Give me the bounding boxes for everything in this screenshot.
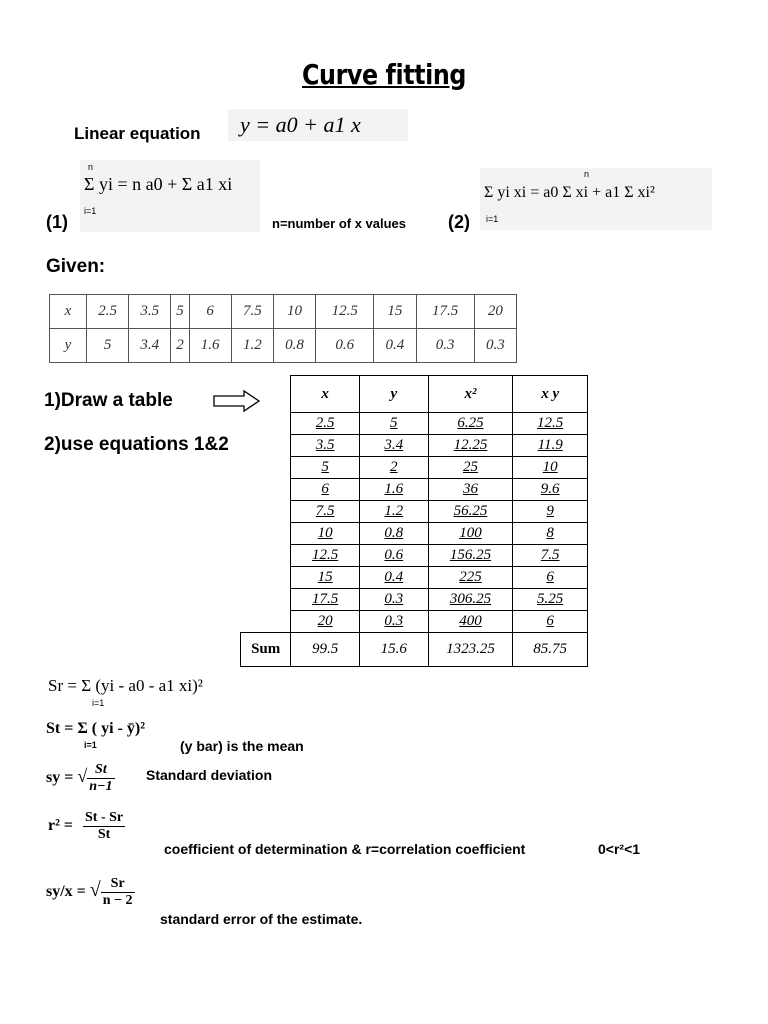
eq2-sum-top: n [584, 169, 590, 179]
sy-numerator: St [87, 762, 114, 779]
st-note: (y bar) is the mean [180, 738, 304, 754]
equation-1-expr: Σ yi = n a0 + Σ a1 xi [84, 174, 233, 194]
calc-cell: 36 [428, 479, 513, 501]
r2-numerator: St - Sr [85, 810, 124, 825]
calc-cell: 2.5 [291, 413, 360, 435]
calc-cell: 400 [428, 611, 513, 633]
sum-row [241, 633, 588, 667]
given-x-cell: 7.5 [231, 295, 273, 329]
calc-cell: 8 [513, 523, 588, 545]
calc-cell: 5 [291, 457, 360, 479]
given-x-cell: 2.5 [87, 295, 129, 329]
calc-cell: 12.5 [513, 413, 588, 435]
given-y-row [50, 329, 517, 363]
calc-cell: 306.25 [428, 589, 513, 611]
calc-cell: 1.6 [359, 479, 428, 501]
calc-cell: 15 [291, 567, 360, 589]
given-y-cell: 1.2 [231, 329, 273, 363]
table-row [241, 435, 588, 457]
calc-cell: 2 [359, 457, 428, 479]
equation-1-image [80, 160, 260, 232]
equation-2-tag: (2) [448, 212, 470, 232]
calculation-table [240, 375, 588, 667]
given-data-table [49, 294, 517, 363]
calc-header-row [241, 376, 588, 413]
r2-range: 0<r²<1 [598, 841, 641, 857]
calc-cell: 0.4 [359, 567, 428, 589]
table-row [241, 611, 588, 633]
calc-cell: 3.5 [291, 435, 360, 457]
calc-cell: 3.4 [359, 435, 428, 457]
given-y-cell: 0.6 [316, 329, 374, 363]
sum-label: Sum [241, 633, 291, 667]
calc-cell: 9.6 [513, 479, 588, 501]
calc-cell: 0.3 [359, 589, 428, 611]
given-x-cell: 5 [171, 295, 189, 329]
sr-sum-bottom: i=1 [92, 698, 105, 708]
syx-denominator: n − 2 [102, 893, 133, 908]
given-label: Given: [46, 256, 106, 277]
sum-cell: 1323.25 [428, 633, 513, 667]
calc-cell: 225 [428, 567, 513, 589]
given-x-cell: 20 [474, 295, 516, 329]
given-y-cell: 5 [87, 329, 129, 363]
table-row [241, 479, 588, 501]
calc-cell: 56.25 [428, 501, 513, 523]
calc-cell: 0.8 [359, 523, 428, 545]
given-y-cell: 0.3 [474, 329, 516, 363]
equation-2-image [480, 168, 712, 230]
given-y-cell: 0.8 [273, 329, 315, 363]
st-sum-bottom: i=1 [84, 740, 97, 750]
given-x-cell: 12.5 [316, 295, 374, 329]
calc-cell: 10 [513, 457, 588, 479]
calc-header-x2: x² [428, 376, 513, 413]
step-1-text: 1)Draw a table [44, 390, 173, 411]
sr-formula: Sr = Σ (yi - a0 - a1 xi)² [48, 676, 203, 695]
table-row [241, 567, 588, 589]
calc-cell: 10 [291, 523, 360, 545]
calc-cell: 0.3 [359, 611, 428, 633]
calc-cell: 100 [428, 523, 513, 545]
calc-cell: 17.5 [291, 589, 360, 611]
sy-note: Standard deviation [146, 767, 273, 783]
table-row [241, 523, 588, 545]
given-x-cell: 10 [273, 295, 315, 329]
linear-equation-label: Linear equation [74, 124, 201, 143]
calc-cell: 6.25 [428, 413, 513, 435]
sum-cell: 85.75 [513, 633, 588, 667]
calc-header-x: x [291, 376, 360, 413]
calc-cell: 5.25 [513, 589, 588, 611]
eq1-sum-bottom: i=1 [84, 206, 97, 216]
given-x-cell: 15 [374, 295, 416, 329]
syx-formula: sy/x = √ $\frac{Sr}{n - 2}$ [46, 876, 133, 908]
table-row [241, 545, 588, 567]
eq2-sum-bottom: i=1 [486, 214, 499, 224]
eq1-sum-top: n [88, 162, 94, 172]
table-row [241, 457, 588, 479]
calc-cell: 0.6 [359, 545, 428, 567]
calc-cell: 1.2 [359, 501, 428, 523]
r2-lhs: r² = [48, 817, 74, 835]
n-definition-note: n=number of x values [272, 216, 407, 231]
calc-cell: 25 [428, 457, 513, 479]
syx-numerator: Sr [101, 876, 135, 893]
given-y-cell: 3.4 [129, 329, 171, 363]
calc-cell: 7.5 [513, 545, 588, 567]
given-x-cell: 17.5 [416, 295, 474, 329]
calc-cell: 5 [359, 413, 428, 435]
calc-cell: 12.25 [428, 435, 513, 457]
calc-cell: 20 [291, 611, 360, 633]
sy-denominator: n−1 [89, 779, 113, 794]
calc-cell: 7.5 [291, 501, 360, 523]
r2-note: coefficient of determination & r=correlation coefficient [164, 841, 526, 857]
calc-cell: 6 [291, 479, 360, 501]
calc-cell: 6 [513, 611, 588, 633]
syx-lhs: sy/x = [46, 883, 86, 901]
syx-note: standard error of the estimate. [160, 911, 363, 927]
table-row [241, 413, 588, 435]
r2-formula [48, 810, 125, 843]
given-y-header: y [50, 329, 87, 363]
equation-1-tag: (1) [46, 212, 68, 232]
calc-header-y: y [359, 376, 428, 413]
given-y-cell: 0.4 [374, 329, 416, 363]
equation-2-expr: Σ yi xi = a0 Σ xi + a1 Σ xi² [484, 184, 655, 201]
given-x-cell: 6 [189, 295, 231, 329]
step-2-text: 2)use equations 1&2 [44, 434, 229, 455]
given-x-header: x [50, 295, 87, 329]
sum-cell: 15.6 [359, 633, 428, 667]
given-y-cell: 2 [171, 329, 189, 363]
given-y-cell: 0.3 [416, 329, 474, 363]
page-title: Curve fitting [302, 58, 466, 91]
given-x-row [50, 295, 517, 329]
table-row [241, 501, 588, 523]
calc-cell: 12.5 [291, 545, 360, 567]
sy-formula: sy = √ $\frac{St}{n-1}$ [46, 762, 113, 794]
given-y-cell: 1.6 [189, 329, 231, 363]
calc-cell: 156.25 [428, 545, 513, 567]
calc-cell: 11.9 [513, 435, 588, 457]
calc-cell: 6 [513, 567, 588, 589]
table-row [241, 589, 588, 611]
given-x-cell: 3.5 [129, 295, 171, 329]
st-formula: St = Σ ( yi - ȳ)² [46, 720, 146, 737]
sy-lhs: sy = [46, 769, 74, 787]
calc-cell: 9 [513, 501, 588, 523]
calc-header-xy: x y [513, 376, 588, 413]
r2-denominator: St [97, 827, 111, 842]
linear-equation-formula: y = a0 + a1 x [228, 109, 408, 141]
sum-cell: 99.5 [291, 633, 360, 667]
